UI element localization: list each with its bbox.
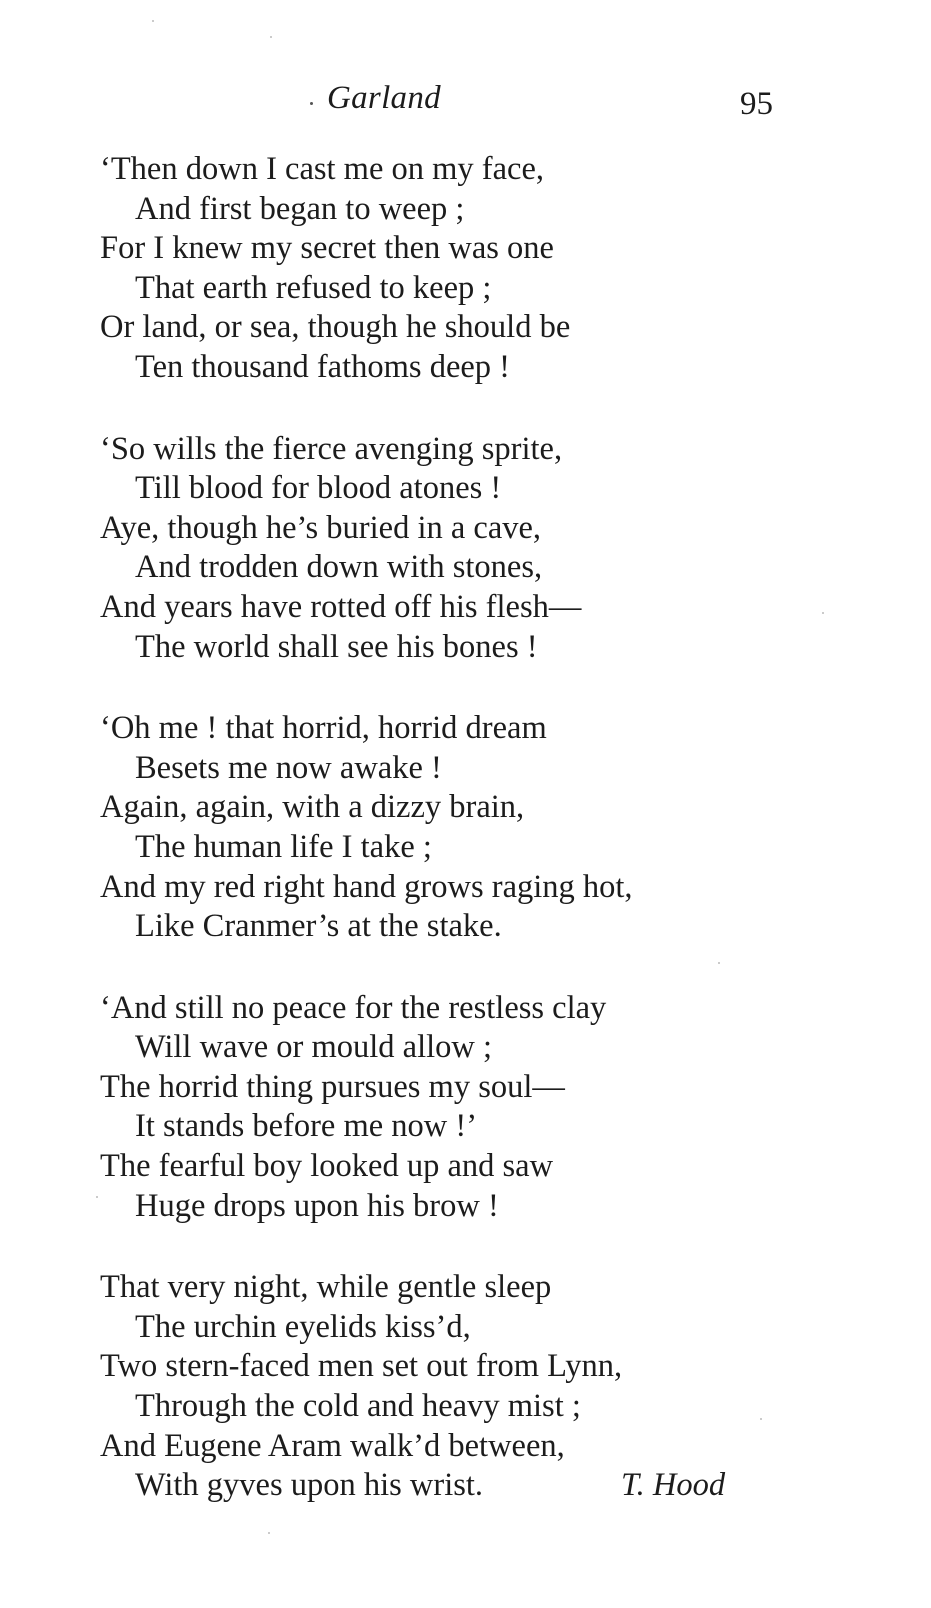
paper-speck (152, 20, 154, 22)
stanza-2 (100, 430, 820, 668)
poem-line: Till blood for blood atones ! (135, 470, 502, 507)
poem-line: Besets me now awake ! (135, 749, 442, 786)
poem-line: That very night, while gentle sleep (100, 1269, 552, 1306)
running-header (0, 80, 931, 124)
poem-line: Huge drops upon his brow ! (135, 1187, 499, 1224)
poem-line: And trodden down with stones, (135, 549, 543, 586)
poem-line: The urchin eyelids kiss’d, (135, 1308, 471, 1345)
stanza-5 (100, 1268, 820, 1506)
paper-speck (822, 612, 824, 614)
poem-line: The human life I take ; (135, 828, 432, 865)
poem-line: The horrid thing pursues my soul— (100, 1068, 565, 1105)
poem-line: ‘So wills the fierce avenging sprite, (100, 430, 563, 467)
poem-line: ‘And still no peace for the restless clay (100, 989, 607, 1026)
stanza-3 (100, 709, 820, 947)
poem-line: That earth refused to keep ; (135, 269, 492, 306)
poem-line: The fearful boy looked up and saw (100, 1148, 554, 1185)
poem-line: Will wave or mould allow ; (135, 1029, 493, 1066)
paper-speck (270, 36, 272, 38)
poem-line: Two stern-faced men set out from Lynn, (100, 1348, 623, 1385)
poem-line: And my red right hand grows raging hot, (100, 868, 633, 905)
poem-line: Ten thousand fathoms deep ! (135, 348, 510, 385)
poem-line-text: With gyves upon his wrist. (135, 1467, 484, 1504)
paper-speck (96, 1196, 98, 1198)
poem-line: Through the cold and heavy mist ; (135, 1388, 581, 1425)
poem-line: For I knew my secret then was one (100, 230, 554, 267)
poem-line: ‘Oh me ! that horrid, horrid dream (100, 710, 547, 747)
poem-line: Like Cranmer’s at the stake. (135, 908, 502, 945)
poem-line: And Eugene Aram walk’d between, (100, 1427, 565, 1464)
poem-line: Again, again, with a dizzy brain, (100, 789, 525, 826)
poem-line: Aye, though he’s buried in a cave, (100, 509, 542, 546)
paper-speck (268, 1532, 270, 1534)
author-attribution: T. Hood (621, 1467, 726, 1504)
header-dot (310, 102, 313, 105)
poem-line: It stands before me now !’ (135, 1108, 478, 1145)
poem-line: And years have rotted off his flesh— (100, 588, 582, 625)
paper-speck (760, 1418, 762, 1420)
poem-last-line (100, 1466, 820, 1506)
stanza-4 (100, 989, 820, 1227)
poem-line: And first began to weep ; (135, 190, 465, 227)
stanza-1 (100, 150, 820, 388)
page-number: 95 (740, 86, 773, 122)
poem-line: The world shall see his bones ! (135, 628, 538, 665)
running-title: Garland (327, 80, 441, 116)
poem-body (100, 150, 820, 1548)
paper-speck (718, 962, 720, 964)
poem-line: Or land, or sea, though he should be (100, 309, 571, 346)
poem-line: ‘Then down I cast me on my face, (100, 151, 545, 187)
